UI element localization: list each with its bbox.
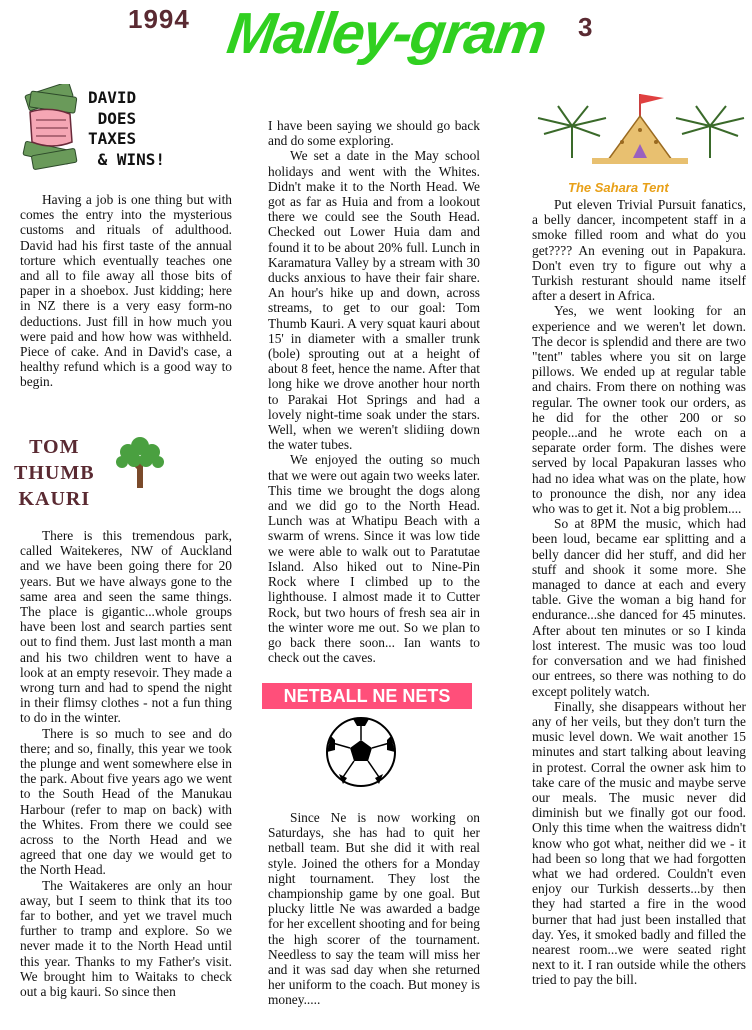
paragraph: I have been saying we should go back and do some exploring. — [268, 118, 480, 149]
sahara-tent-caption: The Sahara Tent — [568, 180, 669, 195]
newsletter-title: Malley-gram — [223, 1, 550, 66]
paragraph: Having a job is one thing but with comes the entry into the mysterious customs and rituals of adulthood. David had his first taste of the annual torture which eventually teaches one and all to file away all those bits of paper in a shoebox. Just kidding; here in NZ there is a very easy form-no deductions. Just fill in how much you were paid and how how was withheld. Piece of cake. And in David's case, a healthy refund which is a good way to begin. — [20, 192, 232, 390]
tom-thumb-article-part2 — [268, 118, 480, 665]
paragraph: There is this tremendous park, called Waitekeres, NW of Auckland and we have been going there for 20 years. But we have always gone to the same area and seen the same things. The place is gigantic...whole groups have been lost and search parties sent out to find them. Just last month a man and his two children went to have a look at an empty resevoir. They made a wrong turn and had to spend the night in their flimsy clothes - not a fun thing to do in the winter. — [20, 528, 232, 726]
money-hand-icon — [20, 84, 84, 170]
paragraph: Put eleven Trivial Pursuit fanatics, a belly dancer, incompetent staff in a smoke filled room and what do you get???? An evening out in Papakura. Don't even try to figure out why a Turkish resturant should name itself after a desert in Africa. — [532, 197, 746, 304]
paragraph: The Waitakeres are only an hour away, but I seem to think that its too far to bother, and yet we travel much further to tramp and explore. So we never made it to the North Head until this year. Thanks to my Father's visit. We brought him to Waitaks to check out a big kauri. So since then — [20, 877, 232, 1000]
david-taxes-heading: DAVID DOES TAXES & WINS! — [88, 88, 166, 169]
netball-article — [268, 810, 480, 1008]
paragraph: We set a date in the May school holidays and went with the Whites. Didn't make it to the North Head. We got as far as Huia and from a lookout there we could see the South Head. Checked out Lower Huia dam and found it to be about 20% full. Lunch in Karamatura Valley by a stream with 30 ducks anxious to have their fair share. An hour's hike up and down, across streams, to get to our goal: Tom Thumb Kauri. A very squat kauri about 15' in diameter with a smaller trunk (bole) sprouting out at a height of about 8 feet, hence the name. After that long hike we drove another hour north to Parakai Hot Springs and had a lovely night-time soak under the stars. Well, when we weren't slidiing down the water tubes. — [268, 148, 480, 453]
paragraph: There is so much to see and do there; and so, finally, this year we took the plunge and went somewhere else in the park. About five years ago we went to the South Head of the Manukau Harbour (refer to map on back) with the Whites. From there we could see across to the North Head and we agreed that one day we would get to the North Head. — [20, 725, 232, 878]
tom-thumb-article-part1 — [20, 528, 232, 999]
tom-thumb-heading: TOM THUMB KAURI — [14, 436, 95, 510]
sahara-tent-icon — [532, 88, 746, 172]
page-number: 3 — [578, 12, 593, 42]
soccer-ball-icon — [325, 716, 397, 788]
tree-icon — [114, 434, 166, 490]
paragraph: So at 8PM the music, which had been loud, became ear splitting and a belly dancer did her stuff, and did her stuff and shook it some more. She managed to dance at each and every table. Give the woman a big hand for endurance...she danced for 45 minutes. After about ten minutes or so I kinda lost interest. The music was too loud for conversation and we had finished our entrees, so there was nothing to do except politely watch. — [532, 516, 746, 699]
paragraph: Since Ne is now working on Saturdays, she has had to quit her netball team. But she did it with real style. Joined the others for a Monday night tournament. They lost the championship game by one goal. But plucky little Ne was awarded a badge for her excellent shooting and for being the high scorer of the tournament. Needless to say the team will miss her and it was sad day when she returned her uniform to the coach. But money is money..... — [268, 810, 480, 1008]
issue-year: 1994 — [128, 4, 190, 34]
paragraph: We enjoyed the outing so much that we were out again two weeks later. This time we brought the dogs along and we did go to the North Head. Lunch was at Whatipu Beach with a swarm of wrens. Since it was low tide we were able to walk out to Paratutae Island. Also hiked out to Nine-Pin Rock where I climbed up to the lighthouse. I almost made it to Cutter Rock, but two hours of fresh sea air in the winter wore me out. So we plan to go back there soon... Ian wants to check out the caves. — [268, 452, 480, 666]
netball-heading: NETBALL NE NETS — [262, 683, 472, 709]
paragraph: Finally, she disappears without her any of her veils, but they don't turn the music level down. We wait another 15 minutes and start talking about leaving in protest. Corral the owner ask him to take care of the music and maybe serve our meals. The music never did diminish but we finally got our food. Only this time when the waitress didn't know who got what, neither did we - it had been so long that we had forgotten what we had ordered. Couldn't even enjoy our Turkish desserts...by then they had started a fire in the wood burner that had just been installed that day. Yes, it smoked badly and filled the nearest room...we were seated right next to it. I ran outside while the others tried to pay the bill. — [532, 698, 746, 988]
paragraph: Yes, we went looking for an experience and we weren't let down. The decor is splendid and there are two "tent" tables where you sit on large pillows. We ended up at regular table and chairs. From there on nothing was regular. The owner took our orders, as he did for the other 200 or so people...and he wrote each on a separate order form. The dishes were served by local Papakuran lasses who had no idea what was on the plate, how to pronounce the dish, nor any idea who was to get it. Not a big problem.... — [532, 303, 746, 517]
sahara-tent-article — [532, 197, 746, 988]
david-taxes-article — [20, 192, 232, 390]
